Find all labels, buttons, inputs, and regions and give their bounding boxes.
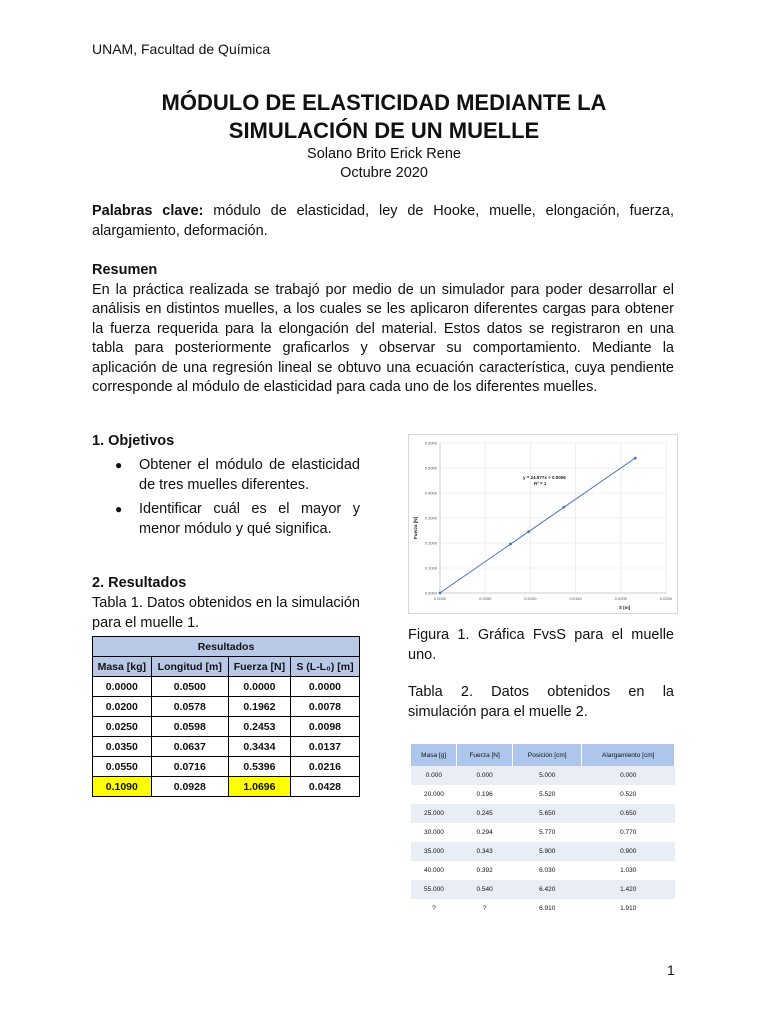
- x-tick-label: 0.0250: [659, 596, 673, 601]
- table-cell: 0.0000: [93, 677, 152, 697]
- table2-header: Masa [g]: [411, 744, 457, 766]
- results-table-2: [411, 744, 675, 918]
- figure1-caption: Figura 1. Gráfica FvsS para el muelle uno.: [408, 627, 674, 663]
- table-cell: 0.770: [582, 823, 675, 842]
- table-cell: 0.650: [582, 804, 675, 823]
- table-cell: 20.000: [411, 785, 457, 804]
- table-cell: 0.0137: [290, 737, 359, 757]
- table-cell: 0.1962: [228, 697, 290, 717]
- y-tick-label: 0.4000: [424, 490, 437, 496]
- table-cell: 0.5396: [228, 757, 290, 777]
- keywords-label: Palabras clave:: [92, 203, 204, 219]
- table-cell: 6.030: [512, 861, 582, 880]
- table-cell: 0.000: [457, 766, 513, 785]
- x-tick-label: 0.0150: [569, 596, 582, 601]
- table-cell-highlighted: 0.1090: [93, 777, 152, 797]
- table-cell: 55.000: [411, 880, 457, 899]
- table-cell: 0.0000: [228, 677, 290, 697]
- table-cell: 40.000: [411, 861, 457, 880]
- table-cell: 0.0350: [93, 737, 152, 757]
- title-line-2: SIMULACIÓN DE UN MUELLE: [228, 118, 540, 143]
- title-line-1: MÓDULO DE ELASTICIDAD MEDIANTE LA: [161, 90, 607, 115]
- table-cell: 0.0098: [290, 717, 359, 737]
- table-cell: 0.0578: [151, 697, 228, 717]
- table-cell: 0.0000: [290, 677, 359, 697]
- publication-date: Octubre 2020: [340, 165, 428, 181]
- page-number: 1: [667, 962, 675, 978]
- abstract-heading: Resumen: [92, 262, 158, 278]
- table-cell: 0.294: [457, 823, 513, 842]
- y-tick-label: 0.5000: [424, 465, 437, 471]
- table-cell: 30.000: [411, 823, 457, 842]
- table-cell: 0.0428: [290, 777, 359, 797]
- x-tick-label: 0.0050: [479, 596, 492, 601]
- paper-title: [80, 89, 688, 145]
- table-row: [93, 777, 360, 797]
- results-table-1: [92, 636, 360, 797]
- figure-1-chart: [408, 434, 678, 614]
- y-tick-label: 0.1000: [424, 565, 437, 571]
- x-tick-label: 0.0000: [433, 596, 447, 601]
- keywords-text: módulo de elasticidad, ley de Hooke, muelle, elongación, fuerza, alargamiento, deformación.: [92, 203, 674, 239]
- table-cell: 0.0928: [151, 777, 228, 797]
- table-cell: ?: [457, 899, 513, 918]
- table-cell: 0.0716: [151, 757, 228, 777]
- table-cell: 0.343: [457, 842, 513, 861]
- x-axis-label: S [m]: [619, 605, 631, 610]
- data-point: [527, 530, 530, 533]
- table-row: [93, 677, 360, 697]
- table-cell: 0.540: [457, 880, 513, 899]
- table1-header: Longitud [m]: [151, 657, 228, 677]
- table-cell: 1.910: [582, 899, 675, 918]
- table-cell: 0.2453: [228, 717, 290, 737]
- table-cell: ?: [411, 899, 457, 918]
- table-row: [411, 804, 675, 823]
- objectives-heading: 1. Objetivos: [92, 433, 175, 449]
- data-point: [439, 592, 442, 595]
- table-cell: 0.0637: [151, 737, 228, 757]
- table-cell: 0.0078: [290, 697, 359, 717]
- results-heading: 2. Resultados: [92, 575, 187, 591]
- table-row: [93, 717, 360, 737]
- table-cell: 35.000: [411, 842, 457, 861]
- author-name: Solano Brito Erick Rene: [307, 146, 461, 162]
- objective-item: ● Identificar cuál es el mayor y menor módulo y qué significa.: [92, 500, 360, 539]
- table2-caption: Tabla 2. Datos obtenidos en la simulación para el muelle 2.: [408, 684, 674, 720]
- data-point: [634, 457, 637, 460]
- table-cell: 6.420: [512, 880, 582, 899]
- table-cell: 0.0200: [93, 697, 152, 717]
- table-cell: 25.000: [411, 804, 457, 823]
- table-row: [411, 785, 675, 804]
- table-cell: 0.0500: [151, 677, 228, 697]
- abstract-section: [92, 261, 674, 398]
- table2-header: Posición [cm]: [512, 744, 582, 766]
- table-cell: 5.770: [512, 823, 582, 842]
- table-cell: 0.000: [582, 766, 675, 785]
- objective-item: ● Obtener el módulo de elasticidad de tres muelles diferentes.: [92, 456, 360, 495]
- table-row: [93, 757, 360, 777]
- table-cell: 0.0550: [93, 757, 152, 777]
- table-cell: 0.196: [457, 785, 513, 804]
- chart-svg: [408, 434, 678, 614]
- table-cell: 0.3434: [228, 737, 290, 757]
- table-cell: 5.900: [512, 842, 582, 861]
- trendline-equation: y = 24.977x + 0.0006: [523, 475, 566, 480]
- table-cell: 0.520: [582, 785, 675, 804]
- y-tick-label: 0.6000: [424, 440, 437, 446]
- y-axis-label: Fuerza [N]: [413, 516, 418, 540]
- table-row: [411, 880, 675, 899]
- author-block: [80, 145, 688, 183]
- table-cell: 1.420: [582, 880, 675, 899]
- table-cell: 6.910: [512, 899, 582, 918]
- objectives-list: [92, 456, 360, 544]
- table-cell: 5.520: [512, 785, 582, 804]
- table1-header: Fuerza [N]: [228, 657, 290, 677]
- table2-header: Alargamiento [cm]: [582, 744, 675, 766]
- table-cell: 0.0216: [290, 757, 359, 777]
- table-cell: 5.650: [512, 804, 582, 823]
- table-row: [411, 842, 675, 861]
- table-cell: 1.030: [582, 861, 675, 880]
- data-point: [509, 543, 512, 546]
- table-row: [411, 823, 675, 842]
- table-cell: 0.0250: [93, 717, 152, 737]
- table-cell: 0.900: [582, 842, 675, 861]
- table-cell: 0.392: [457, 861, 513, 880]
- x-tick-label: 0.0200: [614, 596, 627, 601]
- table1-header: Masa [kg]: [93, 657, 152, 677]
- y-tick-label: 0.3000: [424, 515, 437, 521]
- table-cell: 5.000: [512, 766, 582, 785]
- table-row: [411, 861, 675, 880]
- table-cell: 0.0598: [151, 717, 228, 737]
- data-point: [562, 506, 565, 509]
- keywords-paragraph: [92, 202, 674, 241]
- y-tick-label: 0.2000: [424, 540, 437, 546]
- y-tick-label: 0.0000: [424, 590, 437, 596]
- table-row: [411, 899, 675, 918]
- table-row: [93, 697, 360, 717]
- table1-caption: Tabla 1. Datos obtenidos en la simulación para el muelle 1.: [92, 595, 360, 631]
- table-cell-highlighted: 1.0696: [228, 777, 290, 797]
- x-tick-label: 0.0100: [524, 596, 537, 601]
- running-header: UNAM, Facultad de Química: [92, 41, 271, 57]
- table1-header: S (L-L₀) [m]: [290, 657, 359, 677]
- abstract-text: En la práctica realizada se trabajó por medio de un simulador para poder desarrollar el análisis en distintos muelles, a los cuales se les aplicaron diferentes cargas para obtener la fuerza requerida para la elongación del material. Estos datos se registraron en una tabla para posteriormente graficarlos y observar su comportamiento. Mediante la aplicación de una regresión lineal se obtuvo una ecuación característica, cuya pendiente corresponde al módulo de elasticidad para cada uno de los diferentes muelles.: [92, 281, 674, 395]
- table-cell: 0.245: [457, 804, 513, 823]
- table2-header: Fuerza [N]: [457, 744, 513, 766]
- table-row: [93, 737, 360, 757]
- table-cell: 0.000: [411, 766, 457, 785]
- table-row: [411, 766, 675, 785]
- table1-group-header: Resultados: [93, 637, 360, 657]
- trendline-r2: R² = 1: [534, 481, 547, 486]
